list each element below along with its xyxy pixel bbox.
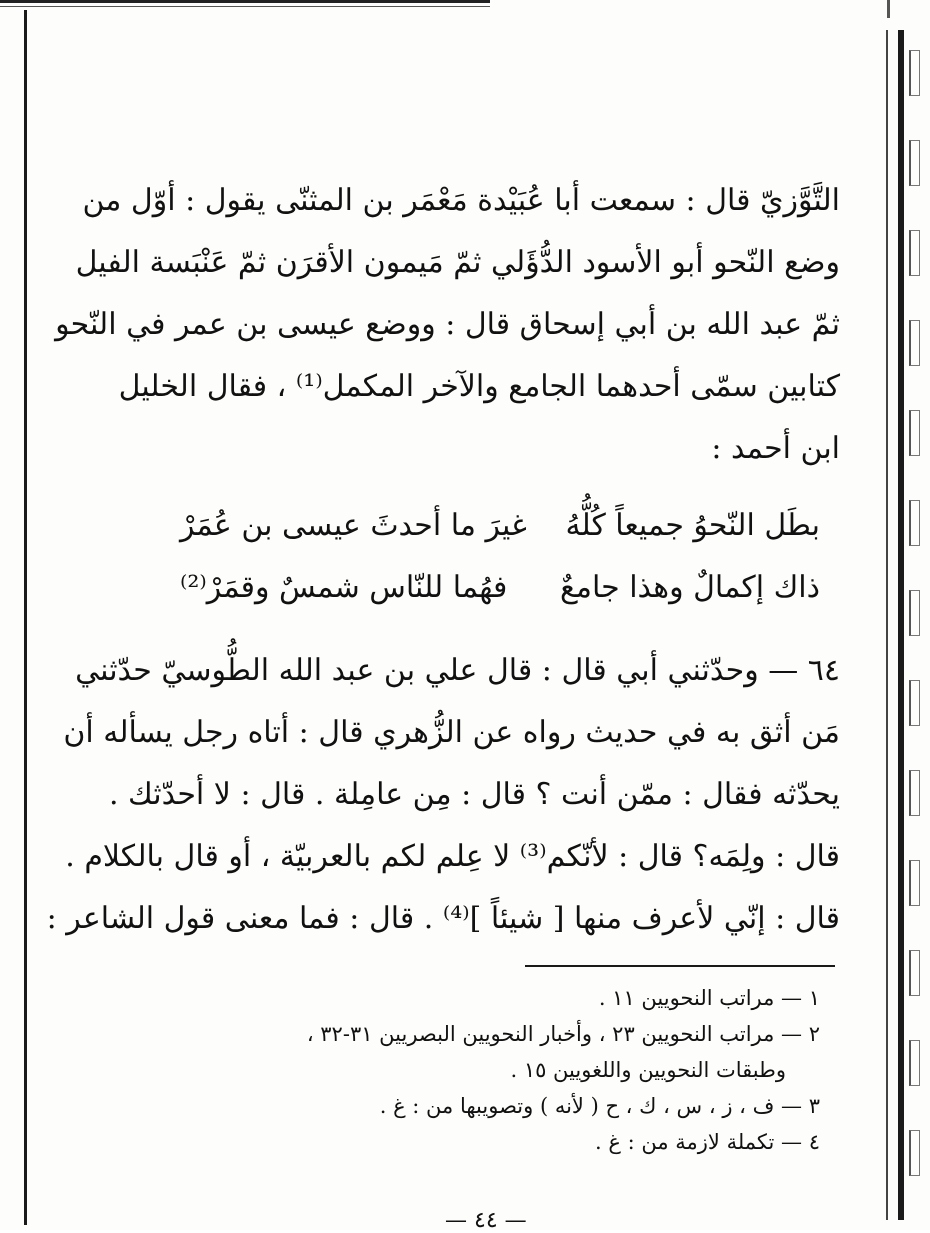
binding-marks <box>908 40 922 1220</box>
poem-hemistich-second: غيرَ ما أحدثَ عيسى بن عُمَرْ <box>180 508 527 543</box>
top-scan-rule-thin <box>0 6 490 7</box>
top-scan-rule <box>0 0 490 3</box>
footnotes <box>180 980 820 1160</box>
footnote-3: ٣ — ف ، ز ، س ، ك ، ح ( لأنه ) وتصويبها من : غ . <box>379 1094 820 1118</box>
poem-hemistich-second: فهُما للنّاس شمسٌ وقمَرْ⁽²⁾ <box>180 570 508 605</box>
poem-hemistich-first: ذاك إكمالٌ وهذا جامعٌ <box>559 570 820 605</box>
footnote-separator <box>525 965 835 967</box>
paragraph-1 <box>55 170 840 480</box>
text-line: وضع النّحو أبو الأسود الدُّؤَلي ثمّ مَيمون الأقرَن ثمّ عَنْبَسة الفيل <box>75 245 840 280</box>
text-line: قال : إنّي لأعرف منها [ شيئاً ]⁽⁴⁾ . قال : فما معنى قول الشاعر : <box>46 901 840 936</box>
binding-inner-edge <box>886 30 888 1220</box>
binding-edge <box>898 30 904 1220</box>
footnote-2-continuation: وطبقات النحويين واللغويين ١٥ . <box>510 1058 786 1082</box>
text-line: يحدّثه فقال : ممّن أنت ؟ قال : مِن عامِلة . قال : لا أحدّثك . <box>108 777 840 812</box>
paragraph-2 <box>46 640 840 950</box>
footnote-4: ٤ — تكملة لازمة من : غ . <box>595 1130 820 1154</box>
text-line: ٦٤ — وحدّثني أبي قال : قال علي بن عبد الله الطُّوسيّ حدّثني <box>75 653 840 688</box>
top-tick-mark <box>887 0 890 18</box>
text-line: ثمّ عبد الله بن أبي إسحاق قال : ووضع عيسى بن عمر في النّحو <box>55 307 840 342</box>
footnote-2: ٢ — مراتب النحويين ٢٣ ، وأخبار النحويين البصريين ٣١-٣٢ ، <box>306 1022 820 1046</box>
poem-verse <box>180 557 820 619</box>
text-line: التَّوَّزيّ قال : سمعت أبا عُبَيْدة مَعْمَر بن المثنّى يقول : أوّل من <box>82 183 840 218</box>
left-margin-line <box>24 10 27 1225</box>
text-line: كتابين سمّى أحدهما الجامع والآخر المكمل⁽¹⁾ ، فقال الخليل <box>118 369 840 404</box>
poem-verse <box>180 495 820 557</box>
poem <box>180 495 820 619</box>
footnote-1: ١ — مراتب النحويين ١١ . <box>598 986 820 1010</box>
poem-hemistich-first: بطَل النّحوُ جميعاً كُلُّهُ <box>565 508 820 543</box>
text-line: قال : ولِمَه؟ قال : لأنّكم⁽³⁾ لا عِلم لكم بالعربيّة ، أو قال بالكلام . <box>65 839 840 874</box>
text-line: ابن أحمد : <box>711 431 840 466</box>
text-line: مَن أثق به في حديث رواه عن الزُّهري قال : أتاه رجل يسأله أن <box>63 715 840 750</box>
page-number: — ٤٤ — <box>445 1208 527 1233</box>
